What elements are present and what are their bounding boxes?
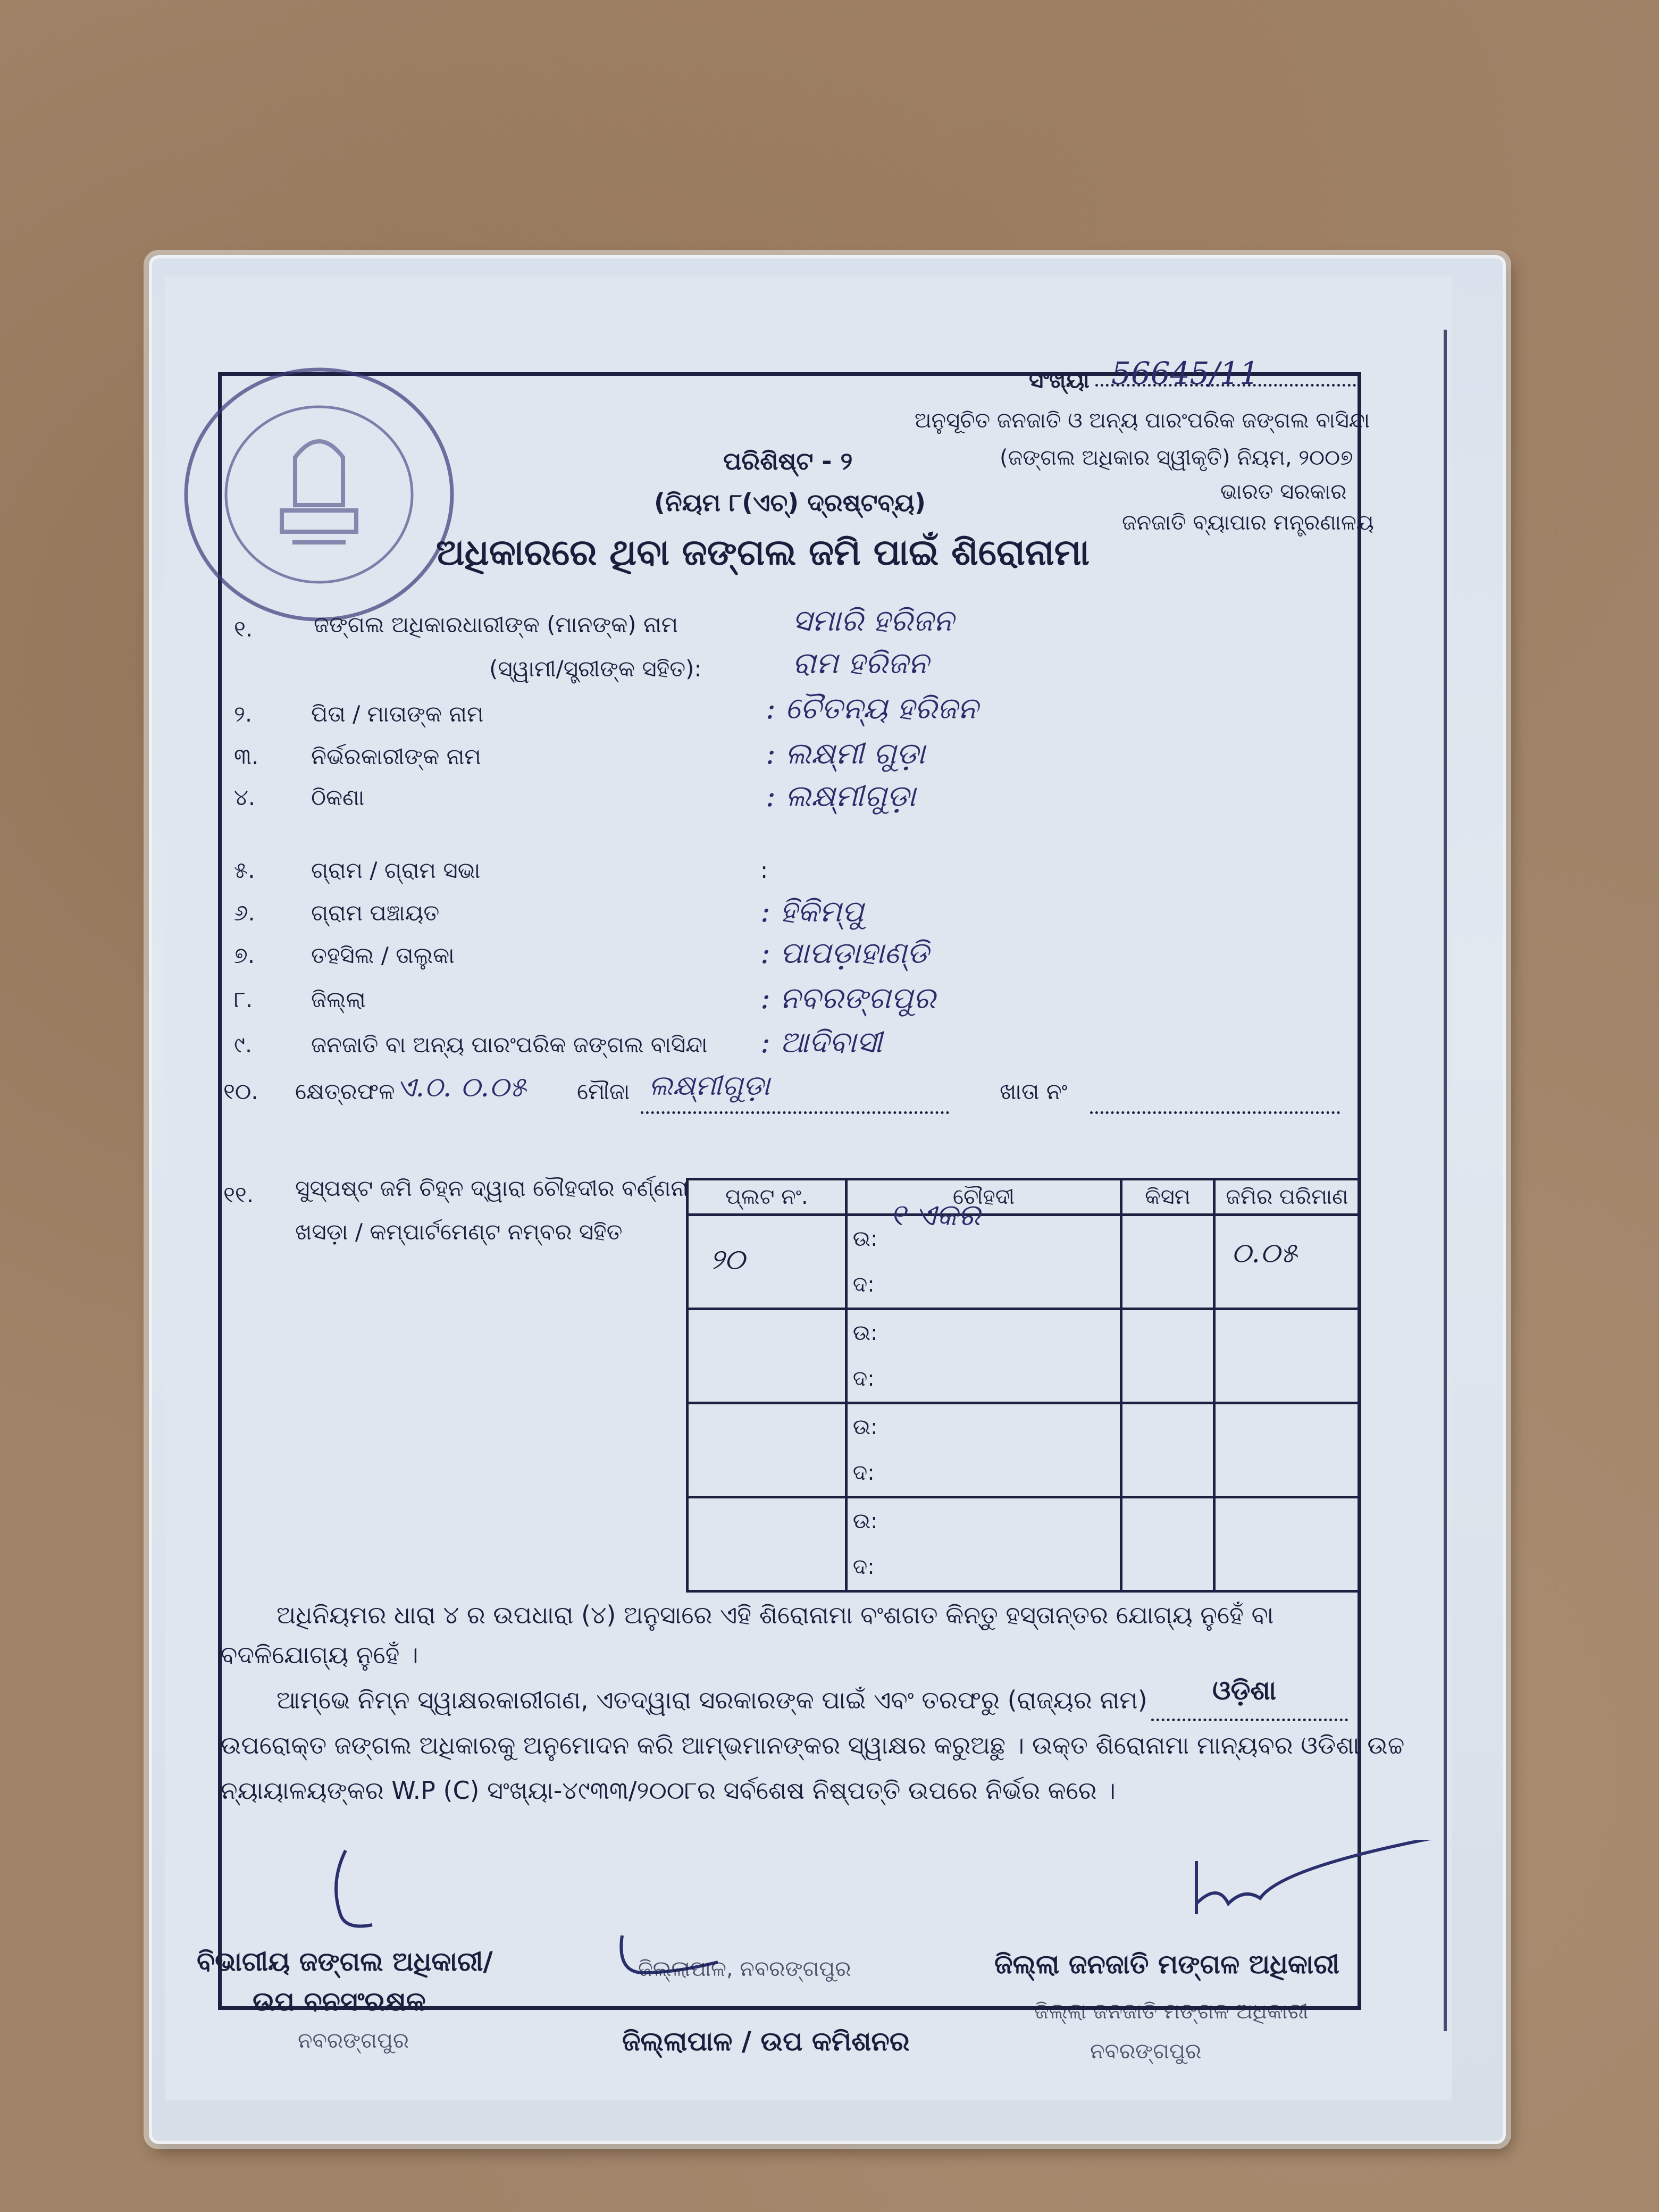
header-boundary: ଚୌହଦୀ [846, 1179, 1121, 1215]
field-num: ୭. [234, 942, 255, 968]
field-value: : ପାପଡ଼ାହାଣ୍ଡି [760, 936, 929, 970]
signature-right [1186, 1840, 1462, 1930]
boundary-label-1: ସୁସ୍ପଷ୍ଟ ଜମି ଚିହ୍ନ ଦ୍ୱାରା ଚୌହଦୀର ବର୍ଣ୍ଣନା [295, 1175, 689, 1201]
emblem-icon [282, 441, 356, 542]
field-value: : ହିକିମ୍‌ପୁ [760, 894, 864, 929]
boundary-cell [846, 1497, 1121, 1591]
kisam-cell [1121, 1497, 1214, 1591]
signatory-right-stamp-1: ଜିଲ୍ଲା ଜନଜାତି ମଙ୍ଗଳ ଅଧିକାରୀ [1034, 1999, 1309, 2024]
field-value: : ଲକ୍ଷ୍ମୀଗୁଡ଼ା [766, 779, 916, 814]
rule-label: (ନିୟମ ୮(ଏଚ୍) ଦ୍ରଷ୍ଟବ୍ୟ) [654, 488, 926, 517]
mouza-dots [641, 1111, 949, 1114]
plot-table [686, 1178, 1361, 1593]
signatory-left-title: ବିଭାଗୀୟ ଜଙ୍ଗଲ ଅଧିକାରୀ/ [197, 1946, 493, 1977]
field-value: : ଚୈତନ୍ୟ ହରିଜନ [766, 691, 978, 726]
north-label: ଉ: [852, 1415, 878, 1439]
header-area: ଜମିର ପରିମାଣ [1214, 1179, 1360, 1215]
para1-line2: ବଦଳିଯୋଗ୍ୟ ନୁହେଁ । [221, 1640, 418, 1669]
area-row-num: ୧୦. [223, 1078, 258, 1104]
field-num: ୧. [234, 616, 253, 642]
area-value: ଏ.ଠ. ୦.୦୫ [396, 1071, 527, 1103]
table-row [688, 1309, 1360, 1403]
kisam-cell [1121, 1215, 1214, 1309]
field-label: ଜଙ୍ଗଲ ଅଧିକାରଧାରୀଙ୍କ (ମାନଙ୍କ) ନାମ [314, 611, 678, 638]
kisam-cell [1121, 1403, 1214, 1497]
field-value: : ନବରଙ୍ଗପୁର [760, 981, 936, 1016]
field-label: ନିର୍ଭରକାରୀଙ୍କ ନାମ [311, 743, 481, 769]
field-value: ସମାରି ହରିଜନ [792, 604, 954, 638]
para2-line2: ଉପରୋକ୍ତ ଜଙ୍ଗଲ ଅଧିକାରକୁ ଅନୁମୋଦନ କରି ଆମ୍ଭମାନଙ୍କର ସ୍ୱାକ୍ଷର କରୁଅଛୁ । ଉକ୍ତ ଶିରୋନାମା ମାନ୍ୟବର ଓଡିଶା ଉଚ୍ଚ [221, 1731, 1405, 1759]
signatory-left-stamp: ନବରଙ୍ଗପୁର [298, 2029, 409, 2053]
card-edge-line [1444, 330, 1447, 2031]
field-label: ଠିକଣା [311, 784, 365, 810]
north-label: ଉ: [852, 1227, 878, 1251]
table-row [688, 1215, 1360, 1309]
area-cell [1214, 1497, 1360, 1591]
signatory-right-title: ଜିଲ୍ଲା ଜନଜାତି ମଙ୍ଗଳ ଅଧିକାରୀ [994, 1949, 1340, 1980]
north-label: ଉ: [852, 1321, 878, 1345]
table-row [688, 1497, 1360, 1591]
govt-label: ଭାରତ ସରକାର [1220, 480, 1347, 504]
para2-line3: ନ୍ୟାୟାଳୟଙ୍କର W.P (C) ସଂଖ୍ୟା-୪୯୩୩/୨୦୦୮ର ସର୍ବଶେଷ ନିଷ୍ପତ୍ତି ଉପରେ ନିର୍ଭର କରେ । [221, 1776, 1116, 1805]
official-seal-stamp [160, 351, 479, 638]
field-num: ୫. [234, 857, 255, 883]
page-title: ଅଧିକାରରେ ଥିବା ଜଙ୍ଗଲ ଜମି ପାଇଁ ଶିରୋନାମା [436, 532, 1090, 574]
south-label: ଦ: [852, 1367, 875, 1391]
signature-left [298, 1840, 415, 1946]
field-num: ୪. [234, 784, 256, 810]
area-cell: ୦.୦୫ [1214, 1215, 1360, 1309]
signatory-center-title: ଜିଲ୍ଲାପାଳ / ଉପ କମିଶନର [622, 2026, 910, 2057]
north-label: ଉ: [852, 1509, 878, 1534]
boundary-cell [846, 1403, 1121, 1497]
mouza-label: ମୌଜା [577, 1078, 630, 1104]
field-label: ଗ୍ରାମ ପଞ୍ଚାୟତ [311, 900, 440, 926]
act-line-1: ଅନୁସୂଚିତ ଜନଜାତି ଓ ଅନ୍ୟ ପାରଂପରିକ ଜଙ୍ଗଲ ବାସିନ୍ଦା [915, 408, 1370, 433]
kisam-cell [1121, 1309, 1214, 1403]
field-label: ଜିଲ୍ଲା [311, 986, 366, 1012]
khata-dots [1090, 1111, 1340, 1114]
serial-label: ସଂଖ୍ୟା [1029, 367, 1090, 393]
field-num: ୬. [234, 900, 255, 926]
signatory-right-stamp-2: ନବରଙ୍ଗପୁର [1090, 2039, 1202, 2064]
state-dots [1151, 1719, 1348, 1721]
boundary-label-2: ଖସଡ଼ା / କମ୍ପାର୍ଟମେଣ୍ଟ ନମ୍ବର ସହିତ [295, 1219, 623, 1245]
field-label: ତହସିଲ / ତାଲୁକା [311, 942, 455, 968]
boundary-value: ୧ ଏକର [890, 1198, 981, 1233]
boundary-cell [846, 1198, 1121, 1309]
south-label: ଦ: [852, 1272, 875, 1297]
field-label: ଗ୍ରାମ / ଗ୍ରାମ ସଭା [311, 857, 481, 883]
para2-line1: ଆମ୍ଭେ ନିମ୍ନ ସ୍ୱାକ୍ଷରକାରୀଗଣ, ଏତଦ୍ୱାରା ସରକାରଙ୍କ ପାଇଁ ଏବଂ ତରଫରୁ (ରାଜ୍ୟର ନାମ) [276, 1686, 1147, 1714]
header-kisam: କିସମ [1121, 1179, 1214, 1215]
field-value: : [760, 857, 768, 883]
ministry-label: ଜନଜାତି ବ୍ୟାପାର ମନ୍ତ୍ରଣାଳୟ [1122, 510, 1374, 535]
table-row [688, 1403, 1360, 1497]
boundary-cell [846, 1309, 1121, 1403]
field-value: : ଆଦିବାସୀ [760, 1025, 883, 1060]
field-num: ୯. [234, 1032, 253, 1058]
mouza-value: ଲକ୍ଷ୍ମୀଗୁଡ଼ା [649, 1070, 770, 1102]
field-value: ରାମ ହରିଜନ [792, 646, 929, 681]
plot-no-cell: ୨୦ [688, 1215, 847, 1309]
area-label: କ୍ଷେତ୍ରଫଳ [295, 1078, 395, 1104]
signatory-left-subtitle: ଉପ ବନସଂରକ୍ଷକ [253, 1986, 426, 2017]
field-num: ୩. [234, 743, 259, 769]
header-plot-no: ପ୍ଲଟ ନଂ. [688, 1179, 847, 1215]
plot-no-cell [688, 1403, 847, 1497]
table-header-row [688, 1179, 1360, 1215]
field-num: ୨. [234, 701, 253, 727]
serial-number: 56645/11 [1111, 355, 1259, 391]
serial-dots [1095, 384, 1361, 387]
act-line-2: (ଜଙ୍ଗଲ ଅଧିକାର ସ୍ୱୀକୃତି) ନିୟମ, ୨୦୦୭ [1000, 446, 1353, 470]
field-num: ୮. [234, 986, 253, 1012]
south-label: ଦ: [852, 1555, 875, 1579]
field-label: ଜନଜାତି ବା ଅନ୍ୟ ପାରଂପରିକ ଜଙ୍ଗଲ ବାସିନ୍ଦା [311, 1032, 708, 1058]
para1-line1: ଅଧିନିୟମର ଧାରା ୪ ର ଉପଧାରା (୪) ଅନୁସାରେ ଏହି ଶିରୋନାମା ବଂଶଗତ କିନ୍ତୁ ହସ୍ତାନ୍ତର ଯୋଗ୍ୟ ନୁହେଁ ବା [276, 1601, 1274, 1629]
state-name: ଓଡ଼ିଶା [1212, 1675, 1277, 1706]
field-label: (ସ୍ୱାମୀ/ସ୍ତ୍ରୀଙ୍କ ସହିତ): [489, 656, 702, 682]
area-cell [1214, 1309, 1360, 1403]
signatory-center-stamp: ଜିଲ୍ଲାପାଳ, ନବରଙ୍ଗପୁର [638, 1957, 851, 1981]
boundary-num: ୧୧. [223, 1182, 254, 1208]
plot-no-cell [688, 1309, 847, 1403]
area-cell [1214, 1403, 1360, 1497]
field-label: ପିତା / ମାତାଙ୍କ ନାମ [311, 701, 484, 727]
field-value: : ଲକ୍ଷ୍ମୀ ଗୁଡ଼ା [766, 736, 925, 771]
south-label: ଦ: [852, 1461, 875, 1485]
annexure-label: ପରିଶିଷ୍ଟ - ୨ [723, 447, 853, 475]
plot-no-cell [688, 1497, 847, 1591]
khata-label: ଖାତା ନଂ [1000, 1078, 1068, 1104]
